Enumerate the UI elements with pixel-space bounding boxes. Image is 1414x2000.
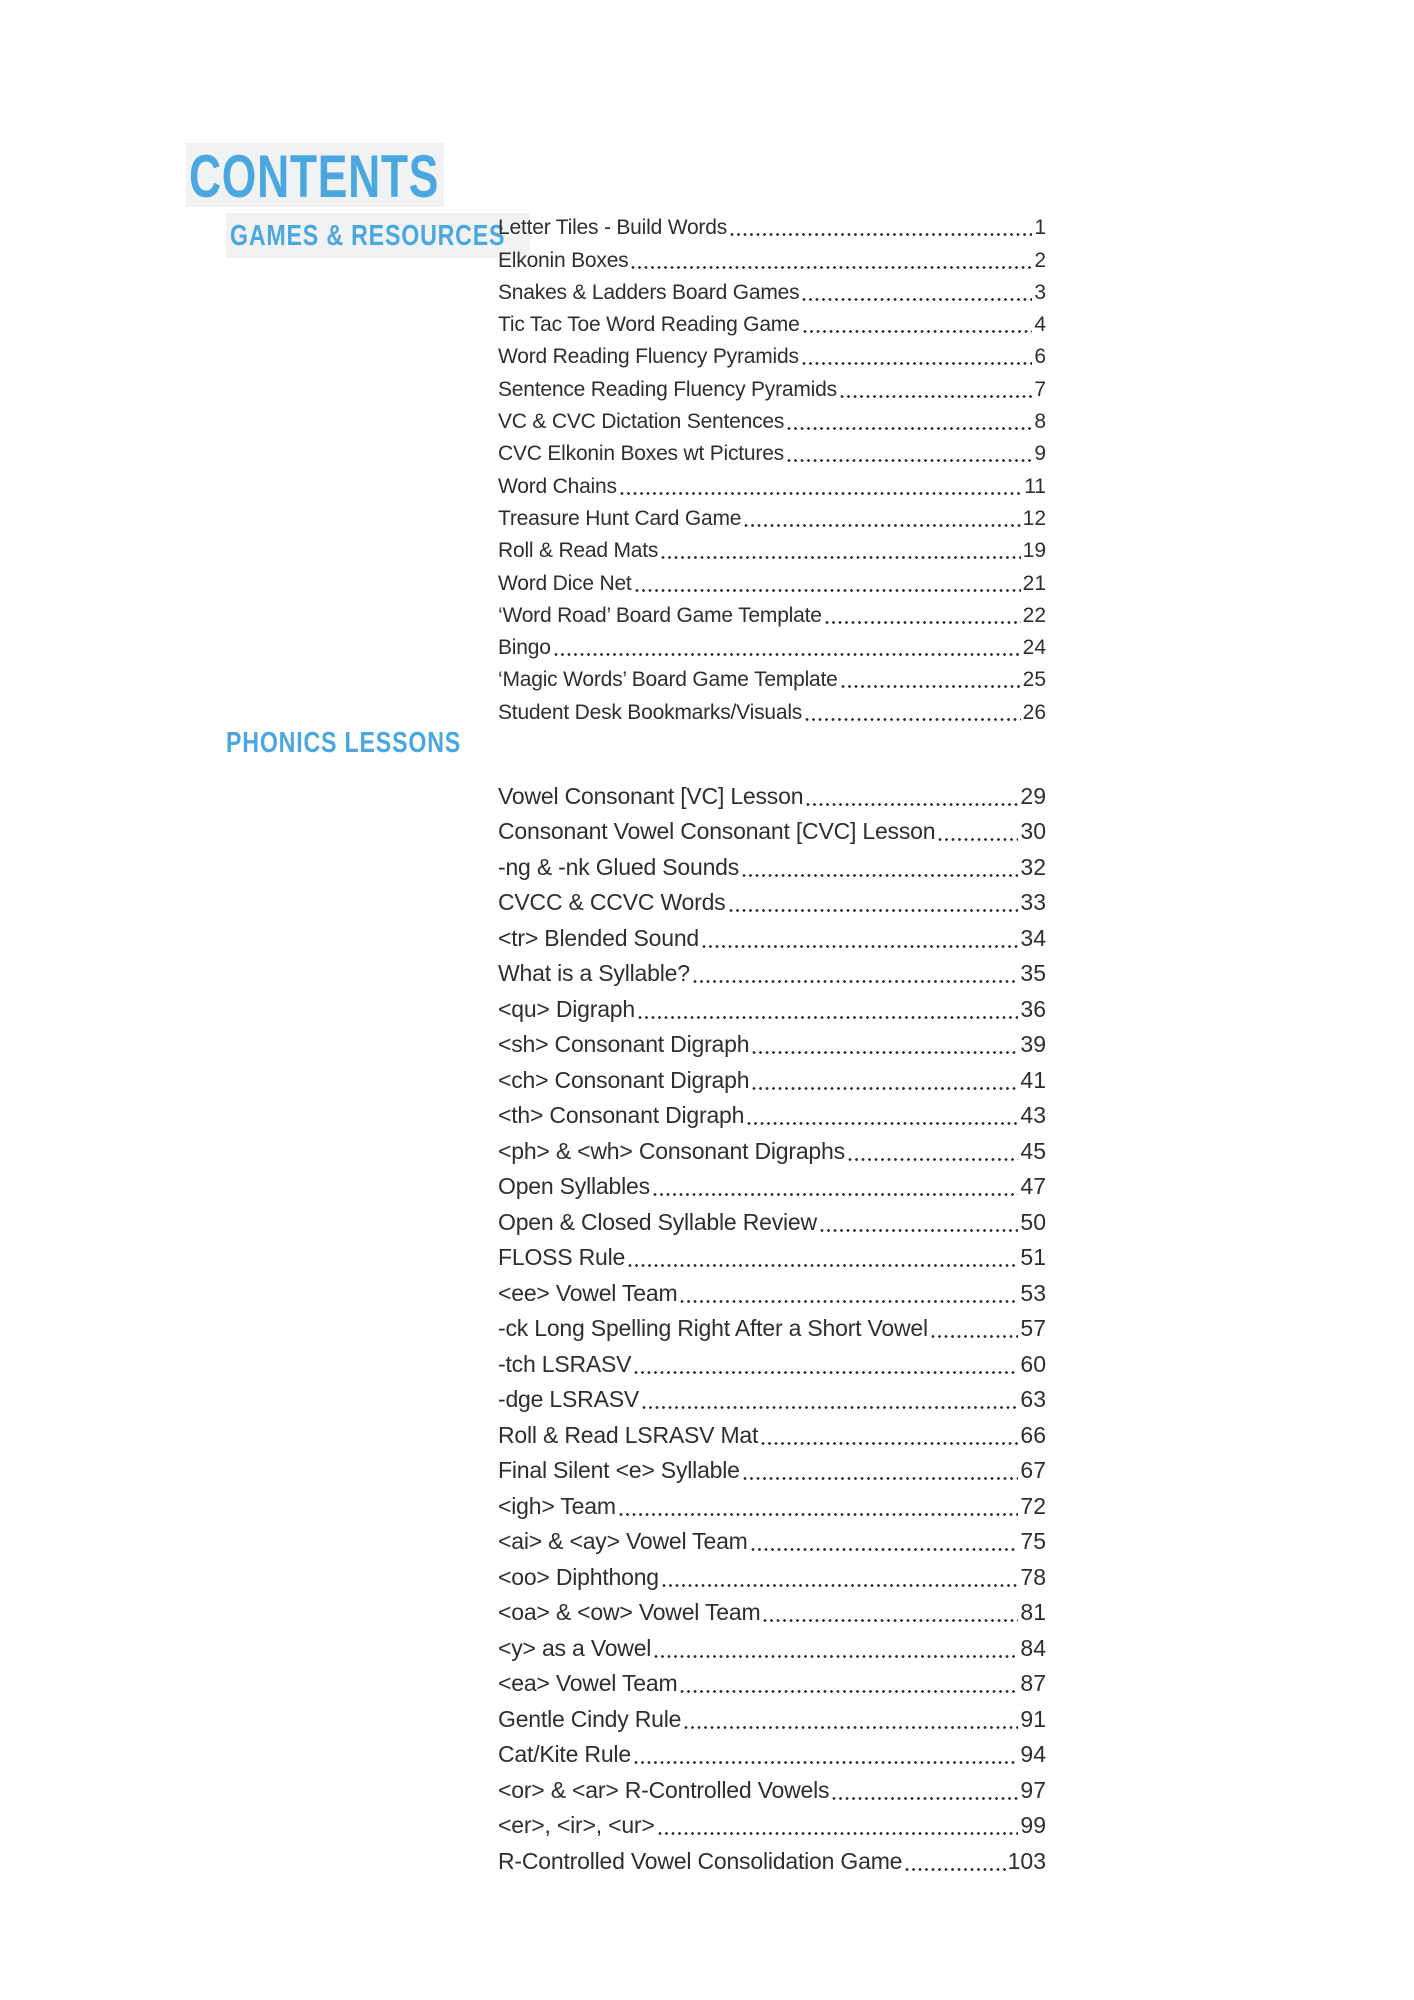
toc-entry-title: Sentence Reading Fluency Pyramids	[498, 377, 837, 401]
toc-entry-title: Tic Tac Toe Word Reading Game	[498, 313, 800, 337]
dot-leader	[680, 1690, 1018, 1693]
toc-entry-title: ‘Magic Words’ Board Game Template	[498, 668, 838, 692]
section-heading-phonics-lessons: PHONICS LESSONS	[226, 727, 462, 759]
toc-entry-title: <tr> Blended Sound	[498, 924, 700, 951]
toc-entry[interactable]	[498, 816, 1046, 852]
dot-leader	[803, 330, 1033, 333]
toc-entry[interactable]	[498, 1774, 1046, 1810]
toc-entry-page-number: 99	[1020, 1812, 1046, 1838]
toc-entry-title: Word Dice Net	[498, 571, 632, 595]
dot-leader	[832, 1797, 1018, 1800]
toc-entry-page-number: 30	[1020, 818, 1046, 844]
toc-entry-page-number: 3	[1034, 280, 1046, 304]
toc-entry-title: Gentle Cindy Rule	[498, 1705, 682, 1732]
toc-entry-page-number: 87	[1020, 1670, 1046, 1696]
dot-leader	[825, 621, 1021, 624]
dot-leader	[634, 1761, 1018, 1764]
toc-entry-page-number: 84	[1020, 1634, 1046, 1661]
toc-entry-title: <sh> Consonant Digraph	[498, 1031, 750, 1057]
toc-entry-page-number: 97	[1020, 1776, 1046, 1803]
page-title: CONTENTS	[189, 143, 440, 210]
dot-leader	[680, 1300, 1018, 1303]
toc-entry-page-number: 91	[1020, 1705, 1046, 1732]
toc-entry-title: Letter Tiles - Build Words	[498, 216, 727, 240]
dot-leader	[730, 233, 1032, 236]
toc-entry[interactable]	[498, 375, 1046, 407]
toc-entry[interactable]	[498, 1313, 1046, 1349]
dot-leader	[744, 524, 1020, 527]
toc-entry-page-number: 21	[1022, 571, 1046, 595]
toc-entry-title: FLOSS Rule	[498, 1244, 626, 1270]
toc-entry-page-number: 32	[1020, 853, 1046, 880]
dot-leader	[743, 1477, 1019, 1480]
toc-entry[interactable]	[498, 1561, 1046, 1597]
toc-entry[interactable]	[498, 1526, 1046, 1562]
toc-entry-title: Bingo	[498, 636, 551, 660]
toc-entry-title: Final Silent <e> Syllable	[498, 1457, 740, 1483]
toc-entry[interactable]	[498, 851, 1046, 887]
dot-leader	[787, 427, 1032, 430]
dot-leader	[761, 1442, 1018, 1445]
toc-entry[interactable]	[498, 634, 1046, 666]
dot-leader	[938, 838, 1018, 841]
toc-entry-title: ‘Word Road’ Board Game Template	[498, 603, 822, 627]
toc-entry[interactable]	[498, 343, 1046, 375]
toc-entry-page-number: 9	[1034, 442, 1046, 466]
toc-entry-page-number: 63	[1020, 1386, 1046, 1412]
toc-entry-title: <er>, <ir>, <ur>	[498, 1812, 655, 1838]
dot-leader	[841, 685, 1021, 688]
toc-entry[interactable]	[498, 440, 1046, 472]
toc-entry-page-number: 12	[1022, 506, 1046, 530]
toc-entry-page-number: 75	[1020, 1528, 1046, 1554]
toc-entry[interactable]	[498, 1703, 1046, 1739]
toc-entry-title: CVC Elkonin Boxes wt Pictures	[498, 442, 784, 466]
dot-leader	[653, 1193, 1019, 1196]
toc-entry[interactable]	[498, 1810, 1046, 1846]
toc-entry-title: -dge LSRASV	[498, 1386, 639, 1412]
toc-entry[interactable]	[498, 1455, 1046, 1491]
toc-entry-page-number: 41	[1020, 1066, 1046, 1093]
toc-entry-title: <ea> Vowel Team	[498, 1670, 678, 1696]
toc-entry-page-number: 66	[1020, 1421, 1046, 1448]
toc-entry-title: <ee> Vowel Team	[498, 1279, 678, 1306]
toc-entry-title: Word Reading Fluency Pyramids	[498, 345, 799, 369]
toc-entry-title: <oo> Diphthong	[498, 1563, 659, 1590]
dot-leader	[638, 1016, 1018, 1019]
toc-entry-page-number: 36	[1020, 995, 1046, 1022]
toc-entry-title: Word Chains	[498, 474, 617, 498]
dot-leader	[848, 1158, 1018, 1161]
dot-leader	[662, 1584, 1019, 1587]
toc-entry-page-number: 51	[1020, 1244, 1046, 1270]
toc-entry-title: <ph> & <wh> Consonant Digraphs	[498, 1137, 845, 1164]
dot-leader	[763, 1619, 1018, 1622]
phonics-lessons-toc-list	[498, 780, 1046, 1881]
toc-entry-page-number: 103	[1007, 1847, 1046, 1874]
toc-entry-page-number: 60	[1020, 1350, 1046, 1377]
toc-entry-page-number: 34	[1020, 924, 1046, 951]
toc-entry-title: Roll & Read Mats	[498, 539, 659, 563]
games-resources-toc-list	[498, 214, 1046, 731]
toc-entry-page-number: 47	[1020, 1173, 1046, 1199]
dot-leader	[684, 1726, 1018, 1729]
toc-entry-title: <y> as a Vowel	[498, 1634, 652, 1661]
toc-entry[interactable]	[498, 698, 1046, 730]
toc-entry-title: Cat/Kite Rule	[498, 1741, 631, 1767]
toc-entry-title: R-Controlled Vowel Consolidation Game	[498, 1847, 903, 1874]
toc-entry[interactable]	[498, 1064, 1046, 1100]
dot-leader	[931, 1335, 1018, 1338]
toc-entry-page-number: 22	[1022, 603, 1046, 627]
toc-entry-title: Treasure Hunt Card Game	[498, 506, 742, 530]
toc-entry-title: <qu> Digraph	[498, 995, 635, 1022]
dot-leader	[654, 1655, 1018, 1658]
dot-leader	[631, 266, 1032, 269]
toc-entry-page-number: 2	[1034, 248, 1046, 272]
toc-entry-page-number: 67	[1020, 1457, 1046, 1483]
toc-entry[interactable]	[498, 1490, 1046, 1526]
dot-leader	[634, 1371, 1018, 1374]
toc-entry-page-number: 29	[1020, 782, 1046, 809]
toc-entry[interactable]	[498, 780, 1046, 816]
toc-entry[interactable]	[498, 408, 1046, 440]
toc-entry-title: <oa> & <ow> Vowel Team	[498, 1599, 761, 1625]
dot-leader	[642, 1406, 1018, 1409]
dot-leader	[802, 298, 1032, 301]
toc-entry[interactable]	[498, 1206, 1046, 1242]
toc-entry[interactable]	[498, 1135, 1046, 1171]
toc-entry-title: <or> & <ar> R-Controlled Vowels	[498, 1776, 830, 1803]
toc-entry-page-number: 33	[1020, 889, 1046, 915]
dot-leader	[751, 1548, 1019, 1551]
dot-leader	[802, 362, 1033, 365]
toc-entry-title: Open & Closed Syllable Review	[498, 1208, 817, 1235]
dot-leader	[729, 909, 1019, 912]
toc-entry-title: Snakes & Ladders Board Games	[498, 280, 800, 304]
toc-entry-page-number: 39	[1020, 1031, 1046, 1057]
dot-leader	[820, 1229, 1018, 1232]
toc-entry-page-number: 7	[1034, 377, 1046, 401]
toc-entry-page-number: 81	[1020, 1599, 1046, 1625]
toc-entry-page-number: 43	[1020, 1102, 1046, 1128]
toc-entry[interactable]	[498, 1739, 1046, 1775]
toc-entry-page-number: 25	[1022, 668, 1046, 692]
toc-entry-title: <th> Consonant Digraph	[498, 1102, 745, 1128]
toc-entry[interactable]	[498, 1100, 1046, 1136]
toc-entry[interactable]	[498, 1632, 1046, 1668]
toc-entry[interactable]	[498, 537, 1046, 569]
toc-entry[interactable]	[498, 1171, 1046, 1207]
dot-leader	[805, 718, 1021, 721]
dot-leader	[658, 1832, 1019, 1835]
toc-entry[interactable]	[498, 666, 1046, 698]
toc-entry[interactable]	[498, 1845, 1046, 1881]
toc-entry-title: -ck Long Spelling Right After a Short Vowel	[498, 1315, 928, 1341]
toc-entry-page-number: 94	[1020, 1741, 1046, 1767]
toc-entry[interactable]	[498, 1277, 1046, 1313]
toc-entry-page-number: 1	[1034, 216, 1046, 240]
toc-entry[interactable]	[498, 505, 1046, 537]
toc-entry[interactable]	[498, 246, 1046, 278]
toc-entry-page-number: 6	[1034, 345, 1046, 369]
toc-entry[interactable]	[498, 922, 1046, 958]
dot-leader	[619, 1513, 1019, 1516]
toc-entry[interactable]	[498, 1242, 1046, 1278]
dot-leader	[620, 492, 1022, 495]
toc-entry[interactable]	[498, 279, 1046, 311]
toc-entry-title: Vowel Consonant [VC] Lesson	[498, 782, 804, 809]
dot-leader	[661, 556, 1020, 559]
toc-entry-title: Open Syllables	[498, 1173, 650, 1199]
toc-entry-title: -tch LSRASV	[498, 1350, 632, 1377]
toc-entry-page-number: 26	[1022, 700, 1046, 724]
toc-entry-page-number: 78	[1020, 1563, 1046, 1590]
dot-leader	[787, 459, 1032, 462]
toc-entry-title: What is a Syllable?	[498, 960, 690, 986]
toc-entry-title: Roll & Read LSRASV Mat	[498, 1421, 759, 1448]
toc-entry-title: Student Desk Bookmarks/Visuals	[498, 700, 803, 724]
dot-leader	[693, 980, 1019, 983]
toc-entry[interactable]	[498, 1384, 1046, 1420]
toc-entry[interactable]	[498, 1419, 1046, 1455]
toc-entry[interactable]	[498, 1668, 1046, 1704]
toc-entry-page-number: 24	[1022, 636, 1046, 660]
toc-entry-title: VC & CVC Dictation Sentences	[498, 410, 785, 434]
toc-entry[interactable]	[498, 1597, 1046, 1633]
toc-entry[interactable]	[498, 602, 1046, 634]
toc-entry[interactable]	[498, 311, 1046, 343]
toc-entry-page-number: 4	[1034, 313, 1046, 337]
toc-entry-title: <igh> Team	[498, 1492, 616, 1519]
dot-leader	[752, 1051, 1018, 1054]
dot-leader	[742, 874, 1018, 877]
toc-entry-title: Elkonin Boxes	[498, 248, 629, 272]
dot-leader	[752, 1087, 1018, 1090]
dot-leader	[840, 395, 1032, 398]
toc-entry-title: <ch> Consonant Digraph	[498, 1066, 750, 1093]
toc-entry-page-number: 19	[1022, 539, 1046, 563]
toc-entry-page-number: 72	[1020, 1492, 1046, 1519]
dot-leader	[806, 803, 1018, 806]
dot-leader	[635, 589, 1021, 592]
toc-entry-page-number: 50	[1020, 1208, 1046, 1235]
toc-entry-title: CVCC & CCVC Words	[498, 889, 726, 915]
toc-entry-page-number: 45	[1020, 1137, 1046, 1164]
dot-leader	[554, 653, 1021, 656]
dot-leader	[628, 1264, 1018, 1267]
toc-entry-page-number: 8	[1034, 410, 1046, 434]
toc-entry[interactable]	[498, 214, 1046, 246]
toc-entry-page-number: 53	[1020, 1279, 1046, 1306]
section-heading-games-resources: GAMES & RESOURCES	[230, 220, 506, 252]
toc-entry[interactable]	[498, 472, 1046, 504]
toc-entry[interactable]	[498, 1348, 1046, 1384]
toc-entry[interactable]	[498, 569, 1046, 601]
toc-entry-title: -ng & -nk Glued Sounds	[498, 853, 740, 880]
toc-entry[interactable]	[498, 958, 1046, 994]
dot-leader	[747, 1122, 1018, 1125]
toc-entry-title: Consonant Vowel Consonant [CVC] Lesson	[498, 818, 936, 844]
toc-entry-page-number: 35	[1020, 960, 1046, 986]
dot-leader	[905, 1868, 1005, 1871]
toc-entry-title: <ai> & <ay> Vowel Team	[498, 1528, 748, 1554]
toc-entry[interactable]	[498, 1029, 1046, 1065]
toc-entry-page-number: 57	[1020, 1315, 1046, 1341]
toc-entry[interactable]	[498, 887, 1046, 923]
toc-entry[interactable]	[498, 993, 1046, 1029]
toc-entry-page-number: 11	[1024, 474, 1046, 498]
dot-leader	[702, 945, 1018, 948]
